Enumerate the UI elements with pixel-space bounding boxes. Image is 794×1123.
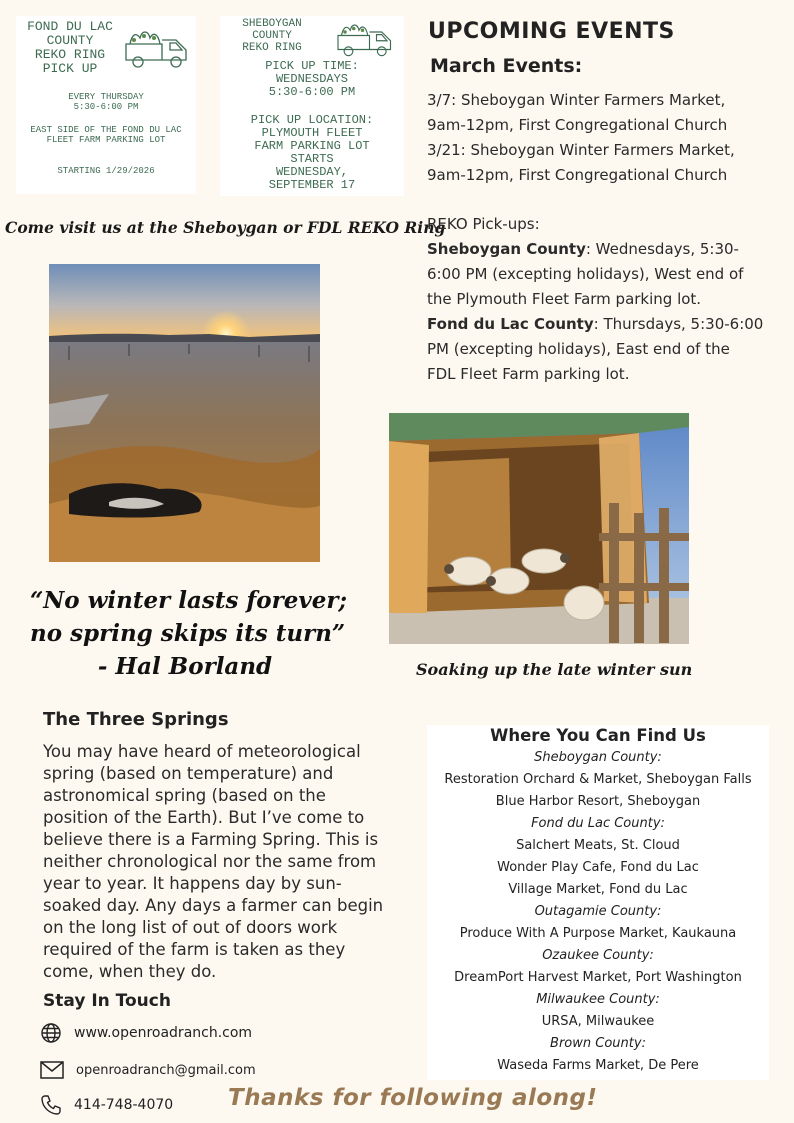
reko-pickups — [427, 212, 787, 387]
springs-line: neither chronological nor the same from — [43, 852, 377, 871]
reko-sheboygan-text: : Wednesdays, 5:30- — [585, 240, 739, 258]
find-us-box — [427, 725, 769, 1080]
fdl-reko-card — [16, 16, 196, 194]
email-link[interactable] — [40, 1058, 320, 1082]
find-us-location: Waseda Farms Market, De Pere — [497, 1058, 699, 1073]
sheboygan-card-title: COUNTY — [252, 30, 292, 42]
springs-line: believe there is a Farming Spring. This is — [43, 830, 379, 849]
fdl-card-location: FLEET FARM PARKING LOT — [46, 135, 166, 145]
find-us-location: Wonder Play Cafe, Fond du Lac — [497, 860, 699, 875]
reko-fdl-label: Fond du Lac County — [427, 315, 594, 333]
springs-line: spring (based on temperature) and — [43, 764, 334, 783]
find-us-county: Outagamie County: — [534, 904, 662, 919]
find-us-location: Produce With A Purpose Market, Kaukauna — [459, 926, 737, 941]
fdl-card-schedule: EVERY THURSDAY — [68, 92, 144, 102]
find-us-location: Blue Harbor Resort, Sheboygan — [495, 794, 701, 809]
sheboygan-card-info: 5:30-6:00 PM — [268, 85, 356, 99]
fdl-card-title: PICK UP — [42, 61, 98, 76]
reko-fdl-line — [427, 312, 787, 337]
find-us-county: Milwaukee County: — [536, 992, 660, 1007]
springs-line: come, when they do. — [43, 962, 217, 981]
find-us-title: Where You Can Find Us — [490, 726, 706, 745]
events-heading: UPCOMING EVENTS — [428, 19, 675, 44]
fdl-card-schedule: 5:30-6:00 PM — [73, 102, 139, 112]
fdl-card-title: FOND DU LAC — [27, 19, 113, 34]
springs-line: required of the farm is taken as they — [43, 940, 346, 959]
find-us-location: URSA, Milwaukee — [541, 1014, 655, 1029]
reko-heading: REKO Pick-ups: — [427, 215, 540, 233]
truck-icon — [122, 24, 194, 72]
sheboygan-card-title: SHEBOYGAN — [242, 18, 302, 30]
event-line: 3/21: Sheboygan Winter Farmers Market, — [427, 141, 735, 159]
sheboygan-card-info: WEDNESDAY, — [275, 165, 348, 179]
sheboygan-card-info: FARM PARKING LOT — [254, 139, 370, 153]
event-line: 9am-12pm, First Congregational Church — [427, 116, 728, 134]
find-us-location: Village Market, Fond du Lac — [508, 882, 688, 897]
find-us-county: Sheboygan County: — [534, 750, 662, 765]
contact-title: Stay In Touch — [43, 991, 171, 1011]
reko-sheboygan-label: Sheboygan County — [427, 240, 586, 258]
sheep-shed-photo — [389, 413, 689, 644]
find-us-county: Brown County: — [550, 1036, 646, 1051]
event-line: 3/7: Sheboygan Winter Farmers Market, — [427, 91, 726, 109]
events-list — [427, 88, 787, 188]
fdl-card-location: EAST SIDE OF THE FOND DU LAC — [30, 125, 182, 135]
sheboygan-card-info: STARTS — [290, 152, 334, 166]
sheboygan-card-info — [220, 99, 404, 114]
event-line: 9am-12pm, First Congregational Church — [427, 166, 728, 184]
phone-text[interactable]: 414-748-4070 — [74, 1097, 174, 1113]
sheboygan-card-info: PLYMOUTH FLEET — [261, 126, 363, 140]
sheep-caption: Soaking up the late winter sun — [416, 660, 693, 679]
website-text[interactable]: www.openroadranch.com — [74, 1025, 253, 1041]
springs-body — [43, 741, 413, 983]
visit-caption: Come visit us at the Sheboygan or FDL REKO Ring — [5, 218, 446, 237]
springs-line: year to year. It happens day by sun- — [43, 874, 342, 893]
phone-icon — [40, 1094, 62, 1116]
sheboygan-card-info: SEPTEMBER 17 — [268, 178, 356, 192]
quote-attribution: - Hal Borland — [97, 653, 273, 680]
find-us-county: Fond du Lac County: — [531, 816, 665, 831]
quote — [30, 584, 348, 683]
fdl-card-title: COUNTY — [46, 33, 94, 48]
footer-thanks: Thanks for following along! — [228, 1085, 598, 1111]
sheboygan-card-info: PICK UP TIME: — [265, 59, 359, 73]
sheboygan-reko-card — [220, 16, 404, 196]
springs-line: on the long list of out of doors work — [43, 918, 338, 937]
find-us-location: Restoration Orchard & Market, Sheboygan Falls — [444, 772, 752, 787]
fdl-card-title: REKO RING — [34, 47, 106, 62]
springs-line: astronomical spring (based on the — [43, 786, 326, 805]
find-us-location: Salchert Meats, St. Cloud — [516, 838, 680, 853]
springs-line: soaked day. Any days a farmer can begin — [43, 896, 384, 915]
reko-sheboygan-text: the Plymouth Fleet Farm parking lot. — [427, 290, 702, 308]
globe-icon — [40, 1022, 62, 1044]
truck-icon — [332, 18, 400, 60]
reko-fdl-text: FDL Fleet Farm parking lot. — [427, 365, 630, 383]
quote-line: “No winter lasts forever; — [30, 587, 348, 614]
reko-sheboygan-text: 6:00 PM (excepting holidays), West end of — [427, 265, 744, 283]
find-us-location: DreamPort Harvest Market, Port Washington — [454, 970, 742, 985]
reko-fdl-text: PM (excepting holidays), East end of the — [427, 340, 730, 358]
reko-sheboygan-line — [427, 237, 787, 262]
springs-title: The Three Springs — [43, 709, 229, 730]
springs-line: You may have heard of meteorological — [43, 742, 361, 761]
find-us-county: Ozaukee County: — [542, 948, 654, 963]
sheboygan-card-title: REKO RING — [242, 42, 302, 54]
sunset-field-photo — [49, 264, 320, 562]
website-link[interactable] — [40, 1021, 320, 1045]
email-text[interactable]: openroadranch@gmail.com — [76, 1062, 256, 1078]
sheboygan-card-info: PICK UP LOCATION: — [250, 113, 374, 127]
events-subheading: March Events: — [430, 55, 583, 77]
sheboygan-card-info: WEDNESDAYS — [275, 72, 348, 86]
fdl-card-start-date: STARTING 1/29/2026 — [57, 166, 155, 176]
springs-line: position of the Earth). But I’ve come to — [43, 808, 365, 827]
reko-fdl-text: : Thursdays, 5:30-6:00 — [593, 315, 764, 333]
quote-line: no spring skips its turn” — [30, 620, 346, 647]
envelope-icon — [40, 1061, 64, 1079]
